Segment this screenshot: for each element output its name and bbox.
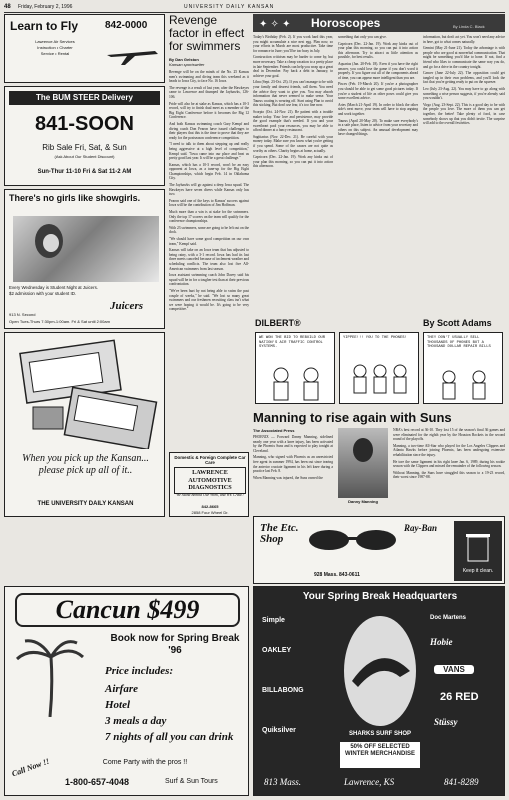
bumsteer-phone: 841-SOON (35, 113, 134, 135)
fly-line: Lawrence Air Services (35, 39, 75, 44)
cancun-come: Come Party with the pros !! (102, 759, 188, 766)
swim-paragraph: "We've been hurt by not being able to swim the past couple of weeks," he said. "We lost so many great swimmers and our freshmen recruiting class isn't what we were hoping it would be. It's going to be very competitive." (169, 288, 249, 312)
dilbert-characters (434, 369, 494, 403)
manning-paragraph: He tore the same ligament in his right knee Jan. 6, 1989, during his rookie season with the Clippers and missed the remainder of the following season. (393, 459, 505, 469)
dilbert-panel-1 (255, 332, 335, 404)
swim-paragraph: Kansas, which has a 10-3 record, won't be an easy opponent at Iowa, as a tune-up for the Big Eight Championships, which begin Feb. 14 in Oklahoma City. (169, 162, 249, 181)
sharks-city: Lawrence, KS (344, 777, 395, 787)
sharks-sale: 50% OFF SELECTED WINTER MERCHANDISE (340, 742, 420, 768)
horoscope-col-1 (253, 35, 333, 310)
manning-paragraph: Manning, a two-time All-Star who played for the Los Angeles Clippers and Atlanta Hawks before joining Phoenix, has been undergoing extensive rehabilitation since the injury. (393, 443, 505, 457)
juicers-logo: Juicers (110, 300, 143, 312)
horoscope-entry: Aries (March 21-April 19). In order to block the other side's next move, your team will have to stop arguing and work together. (338, 102, 418, 116)
fly-line: Instruction • Charter (37, 45, 73, 50)
cancun-title: Cancun $499 (15, 593, 240, 627)
horoscope-entry: Pisces (Feb. 19-March 20). If you're a photographer you should be able to get some good pictures today. If you're a student of life as other poses could give you some excellent advice. (338, 82, 418, 101)
horoscope-entry: Today's Birthday (Feb. 2). If you work hard this year, you might accumulate a nice nest egg. Plan now, so your efforts in March are most productive. Take time for romance in June; you'll be too busy in July. (253, 35, 333, 53)
brand-right: Stüssy (434, 717, 458, 727)
swim-paragraph: With 23 swimmers, some are going to be left out on the dock. (169, 225, 249, 235)
manning-paragraph: PHOENIX — Forward Danny Manning, sidelined nearly one year with a knee injury, has been activated by the Phoenix Suns and is expected to play tonight at Cleveland. (253, 435, 333, 453)
dilbert-comic (253, 318, 505, 406)
brand-left: BILLABONG (262, 687, 304, 694)
brand-left: Quiksilver (262, 727, 296, 734)
cancun-brand: Surf & Sun Tours (165, 778, 218, 785)
swim-headline: Revenge factor in effect for swimmers (169, 14, 245, 53)
dilbert-characters (348, 361, 412, 403)
swim-paragraph: Much more than a win is at stake for the swimmers. Only the top 17 scorers on the team will qualify for the conference championships. (169, 210, 249, 224)
horoscope-col-3 (423, 35, 505, 310)
horoscopes-header (253, 14, 505, 32)
horoscope-entry: Capricorn (Dec. 22-Jan. 19). Work any kinks out of your plan this morning, so you can put it into action this afternoon. (253, 155, 333, 169)
juicers-admission: $2 admission with your student ID. (9, 291, 77, 296)
svg-text:✦ ✧ ✦: ✦ ✧ ✦ (259, 19, 291, 30)
ad-etc-shop (253, 516, 505, 584)
horoscope-entry: Gemini (May 21-June 21). Today the advantage is with people who are good at nonverbal communication. That might be something you'd like to hone. If not, find a friend who likes to communicate the same way you do, and go for a drive in the country tonight. (423, 46, 505, 69)
auto-title: Domestic & Foreign Complete Car Care (174, 455, 246, 465)
cancun-item: 7 nights of all you can drink (105, 731, 234, 743)
auto-phone: 842-8665 (201, 504, 219, 509)
brand-right: VANS (434, 665, 474, 674)
ad-kansan-pickup (4, 332, 165, 517)
sharks-address: 813 Mass. (264, 777, 302, 787)
page-number: 48 (4, 4, 11, 10)
manning-source: The Associated Press (253, 428, 295, 433)
manning-col-2 (393, 428, 505, 510)
swim-paragraph: Kansas will take on an Iowa team that has adjusted to being rainy, with a 3-1 record. Iowa has had its last three meets canceled because of inclement weather and scheduling conflicts. The team also lost five All-American swimmers from last season. (169, 248, 249, 271)
manning-col-1 (253, 435, 333, 510)
horoscope-entry: Libra (Sept. 23-Oct. 23). If you can't manage to be with your family and dearest friends, call them. You need the advice they want to give you. You may absorb information that never seemed to make sense. Your Taurus coating is wearing off. Start using Plan to avoid this sticking. But don't use fear, it's too fine now. (253, 80, 333, 108)
manning-headline: Manning to rise again with Suns (253, 410, 452, 425)
horoscope-entry: Construction criticism may be harder to come by, but more necessary. Take a cheap vacation to a pretty place in late September. Friends can help you wrap up a great deal in December. Pay back a debt in January, to achieve your goal. (253, 55, 333, 78)
swim-paragraph: "We should have some good competition on our own team," Kempf said. (169, 237, 249, 246)
kansan-brand: THE UNIVERSITY DAILY KANSAN (37, 501, 134, 507)
etc-phone: 928 Mass. 843-0611 (314, 572, 360, 578)
article-swimmers (169, 14, 249, 517)
fly-line: Service • Rental (40, 51, 70, 56)
swim-byline: By Dan Gelston (169, 57, 199, 62)
dilbert-author: By Scott Adams (423, 318, 492, 328)
horoscope-entry: Taurus (April 20-May 20). To make sure everybody's in a safe place, listen to advice from your secretary and others on this subject. An unusual development may have changed things. (338, 118, 418, 137)
bumsteer-sale: Rib Sale Fri, Sat, & Sun (42, 143, 127, 152)
manning-paragraph: Without Manning, the Suns have struggled this season to a 19-23 record, their worst since 1987-88. (393, 470, 505, 480)
paper-name: UNIVERSITY DAILY KANSAN (184, 4, 275, 10)
swim-paragraph: The Jayhawks will go against a deep Iowa squad. The Hawkeyes have seven divers while Kansas only has two. (169, 183, 249, 197)
horoscope-entry: something that only you can give. (338, 35, 387, 39)
masthead-rule (4, 12, 505, 13)
ad-lawrence-automotive (169, 452, 249, 517)
swim-paragraph: Revenge will be on the minds of the No. 25 Kansas men's swimming and diving team this weekend as it heads to Iowa City, to face No. 16 Iowa. (169, 70, 249, 84)
dilbert-panel-1-text: WE WON THE BID TO REBUILD OUR NATION'S AIR TRAFFIC CONTROL SYSTEMS. (259, 336, 326, 350)
page-masthead (4, 4, 505, 12)
page-date: Friday, February 2, 1996 (18, 4, 73, 10)
dilbert-panel-2 (339, 332, 419, 404)
brand-right: Hobie (430, 637, 453, 647)
fly-title: Learn to Fly (10, 19, 79, 33)
bumsteer-title: The BUM STEER Delivery (9, 91, 160, 105)
ad-learn-to-fly (4, 14, 165, 83)
auto-address: 2858 Four Wheel Dr. (191, 510, 229, 515)
horoscope-entry: Cancer (June 22-July 22). The opposition could get tangled up in their own problems, and you'll look the fact that you're getting ready to put on the squeeze. (423, 71, 505, 85)
auto-tagline: "We Stand Behind Our Work, and WE CARE!" (174, 493, 246, 497)
dilbert-panel-3-text: THEY DON'T USUALLY SELL THOUSANDS OF PHONES BUT A THOUSAND DOLLAR REPAIR BILLS (427, 336, 491, 350)
manning-paragraph: NBA's best record at 36-10. They lost 15 of the season's final 36 games and were eliminated for the eighth year by the Houston Rockets in the second round of the playoffs. (393, 428, 505, 442)
horoscope-entry: Scorpio (Oct. 24-Nov. 21). Be patient with a trouble maker today. Your love and persistence, may provide the good example that's needed. If you and your sweetheart pool your resources, you may be able to afford dinner at a fancy restaurant. (253, 109, 333, 133)
newspaper-box-illustration (13, 339, 158, 449)
swim-role: Kansan sportswriter (169, 62, 205, 67)
ad-juicers (4, 189, 165, 329)
cancun-item: 3 meals a day (105, 715, 167, 727)
juicers-wednesday: Every Wednesday is Student Night at Juicers. (9, 285, 98, 290)
shark-logo-icon (340, 611, 420, 731)
sharks-title: Your Spring Break Headquarters (302, 591, 458, 602)
manning-paragraph: Manning, who signed with Phoenix as an unrestricted free agent in summer 1994, has been out since tearing the anterior cruciate ligament in his left knee during a practice last Feb. 8. (253, 455, 333, 474)
juicers-headline: There's no girls like showgirls. (9, 193, 141, 203)
swim-body (169, 70, 249, 312)
cancun-item: Airfare (105, 683, 138, 695)
horoscope-entry: information, but don't act yet. You won't need any advice in here, got to what comes naturally. (423, 35, 505, 44)
cancun-price-head: Price includes: (105, 665, 174, 677)
manning-face (353, 438, 373, 462)
manning-caption: Danny Manning (348, 499, 378, 504)
horoscope-entry: Aquarius (Jan. 20-Feb. 18). Even if you have the right answer, you could lose the game if you don't word it properly. If you figure out all of the components ahead of time, you can appear more intelligent than you are. (338, 61, 418, 80)
ad-bum-steer (4, 86, 165, 186)
dilbert-panel-2-text: YIPPEE!!! YOU TO THE PHONES! (343, 336, 407, 340)
recycle-text: Keep it clean. (462, 568, 494, 574)
horoscope-entry: Capricorn (Dec. 22-Jan. 19). Work any kinks out of your plan this morning, so you can put it into action this afternoon. Try to attract as little attention as possible, for best results. (338, 41, 418, 60)
kansan-pickup-text: When you pick up the Kansan... please pick up all of it.. (22, 453, 149, 476)
sharks-logo: SHARKS SURF SHOP (348, 731, 411, 737)
manning-paragraph: When Manning was injured, the Suns owned the (253, 475, 323, 480)
horoscope-entry: Virgo (Aug. 23-Sept. 22). This is a good day to be with the people you love. The more of them you can get together, the better! Take plenty of food, in case somebody shows up that you didn't invite. The surprise will add to the overall festivities. (423, 102, 505, 126)
horoscopes-byline: By Linda C. Black (453, 24, 485, 29)
sunglasses-icon (304, 525, 404, 555)
manning-photo (338, 428, 388, 498)
cancun-book: Book now for Spring Break '96 (110, 633, 240, 656)
fly-phone: 842-0000 (105, 20, 148, 31)
brand-right: Doc Martens (430, 615, 467, 621)
juicers-address: 913 N. Second (9, 312, 36, 317)
juicers-photo (13, 216, 159, 282)
auto-logo: LAWRENCE AUTOMOTIVE DIAGNOSTICS (174, 467, 246, 494)
article-manning (253, 410, 505, 510)
recycle-panel (454, 521, 502, 581)
horoscope-entry: Leo (July 23-Aug. 22). You may have to go along with something a wise person suggests, if you're already said you wouldn't. (423, 86, 505, 101)
swim-paragraph: Fearon said one of the keys to Kansas' success against Iowa will be the contribution of Jim Hoffman. (169, 198, 249, 208)
brand-right: 26 RED (440, 691, 479, 703)
swim-paragraph: The revenge is a result of last year, after the Hawkeyes came to Lawrence and thumped the Jayhawks, 126-106. (169, 85, 249, 99)
showgirl-face (43, 234, 59, 252)
sharks-phone: 841-8289 (444, 777, 479, 787)
ad-cancun (4, 586, 249, 796)
palm-tree-icon (15, 637, 85, 717)
horoscope-col-2 (338, 35, 418, 310)
juicers-hours: Open Tues-Thurs 7:30pm-1:00am. Fri & Sat until 2:00am (9, 319, 110, 324)
brand-left: Simple (262, 617, 285, 624)
swim-paragraph: And both Kansas swimming coach Gary Kempf and diving coach Don Fearon have issued challenges to their players that this is the time to prove that they are ready for the postseason conference competition. (169, 121, 249, 140)
ad-sharks (253, 586, 505, 796)
cancun-call-now: Call Now !! (10, 756, 51, 779)
stars-icon (257, 16, 297, 30)
trash-can-icon (464, 529, 492, 563)
dilbert-panel-3 (423, 332, 503, 404)
cancun-phone: 1-800-657-4048 (65, 777, 130, 787)
bumsteer-note: (Ask About Our Student Discount) (54, 154, 115, 159)
etc-logo: The Etc. Shop (260, 522, 299, 545)
bumsteer-hours: Sun-Thur 11-10 Fri & Sat 11-2 AM (37, 169, 132, 175)
cancun-item: Hotel (105, 699, 131, 711)
dilbert-title: DILBERT® (255, 318, 301, 328)
horoscopes-title: Horoscopes (311, 16, 381, 30)
brand-left: OAKLEY (262, 647, 292, 654)
swim-paragraph: Iowa assistant swimming coach John Davey said his squad will be in for a tougher test than at their previous confrontation. (169, 273, 249, 287)
rayban-logo: Ray-Ban (404, 523, 438, 533)
horoscope-entry: Sagittarius (Nov. 22-Dec. 21). Be careful with your money today. Make sure you know what you're getting if you spend. Some of the causes are not quite as worthy as others. Charity begins at home, actually. (253, 134, 333, 153)
swim-paragraph: Pride will also be at stake as Kansas, which has a 10-3 record, will try to finish dual meet as a member of the Big Eight Conference before it becomes the Big 12 Conference. (169, 101, 249, 120)
swim-paragraph: "I need to talk to them about stepping up and really being aggressive at a high level of competition," Kempf said. "Iowa came into our place and beat us pretty good last year. It will be a great challenge." (169, 142, 249, 161)
airplane-icon (105, 37, 160, 67)
dilbert-characters (266, 365, 326, 403)
